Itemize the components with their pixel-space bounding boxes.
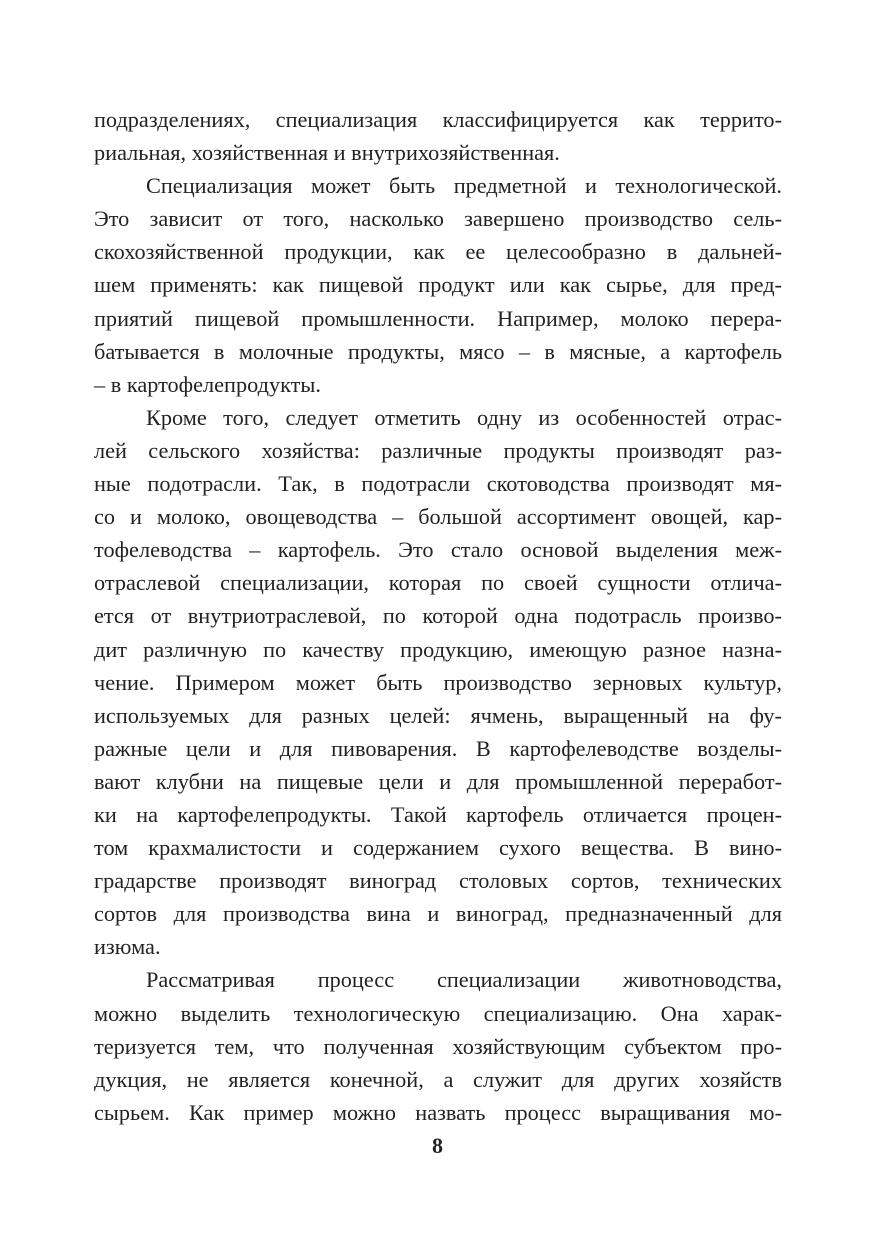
- text-line: тофелеводства – картофель. Это стало основой выделения меж-: [94, 537, 782, 563]
- page-body: [94, 103, 782, 1129]
- text-line: дукция, не является конечной, а служит для других хозяйств: [94, 1066, 782, 1092]
- text-line: ки на картофелепродукты. Такой картофель отличается процен-: [94, 801, 782, 827]
- text-line: теризуется тем, что полученная хозяйствующим субъектом про-: [94, 1033, 782, 1059]
- text-line: ется от внутриотраслевой, по которой одна подотрасль произво-: [94, 603, 782, 629]
- text-line: ные подотрасли. Так, в подотрасли скотоводства производят мя-: [94, 471, 782, 497]
- text-line: приятий пищевой промышленности. Например, молоко перера-: [94, 305, 782, 331]
- text-line: со и молоко, овощеводства – большой ассортимент овощей, кар-: [94, 504, 782, 530]
- text-line: используемых для разных целей: ячмень, выращенный на фу-: [94, 702, 782, 728]
- text-line: сортов для производства вина и виноград, предназначенный для: [94, 901, 782, 927]
- text-line: чение. Примером может быть производство зерновых культур,: [94, 669, 782, 695]
- paragraph-2: [94, 169, 782, 401]
- text-line: вают клубни на пищевые цели и для промышленной переработ-: [94, 768, 782, 794]
- text-line: ражные цели и для пивоварения. В картофелеводстве возделы-: [94, 735, 782, 761]
- paragraph-1: [94, 103, 782, 169]
- text-line: Кроме того, следует отметить одну из особенностей отрас-: [146, 404, 782, 430]
- text-line: градарстве производят виноград столовых сортов, технических: [94, 868, 782, 894]
- text-line: скохозяйственной продукции, как ее целесообразно в дальней-: [94, 239, 782, 265]
- text-line: Это зависит от того, насколько завершено производство сель-: [94, 206, 782, 232]
- text-line: лей сельского хозяйства: различные продукты производят раз-: [94, 437, 782, 463]
- text-line: батывается в молочные продукты, мясо – в мясные, а картофель: [94, 338, 782, 364]
- text-line: изюма.: [94, 934, 161, 960]
- text-line: Специализация может быть предметной и технологической.: [146, 173, 782, 199]
- text-line: – в картофелепродукты.: [94, 371, 321, 397]
- text-line: дит различную по качеству продукцию, имеющую разное назна-: [94, 636, 782, 662]
- text-line: сырьем. Как пример можно назвать процесс выращивания мо-: [94, 1099, 782, 1125]
- text-line: том крахмалистости и содержанием сухого вещества. В вино-: [94, 835, 782, 861]
- paragraph-3: [94, 401, 782, 964]
- page-number: 8: [432, 1133, 443, 1158]
- paragraph-4: [94, 963, 782, 1128]
- text-line: шем применять: как пищевой продукт или как сырье, для пред-: [94, 272, 782, 298]
- text-line: Рассматривая процесс специализации животноводства,: [146, 967, 782, 993]
- text-line: отраслевой специализации, которая по своей сущности отлича-: [94, 570, 782, 596]
- text-line: риальная, хозяйственная и внутрихозяйственная.: [94, 140, 560, 166]
- text-line: можно выделить технологическую специализацию. Она харак-: [94, 1000, 782, 1026]
- text-line: подразделениях, специализация классифицируется как террито-: [94, 107, 782, 132]
